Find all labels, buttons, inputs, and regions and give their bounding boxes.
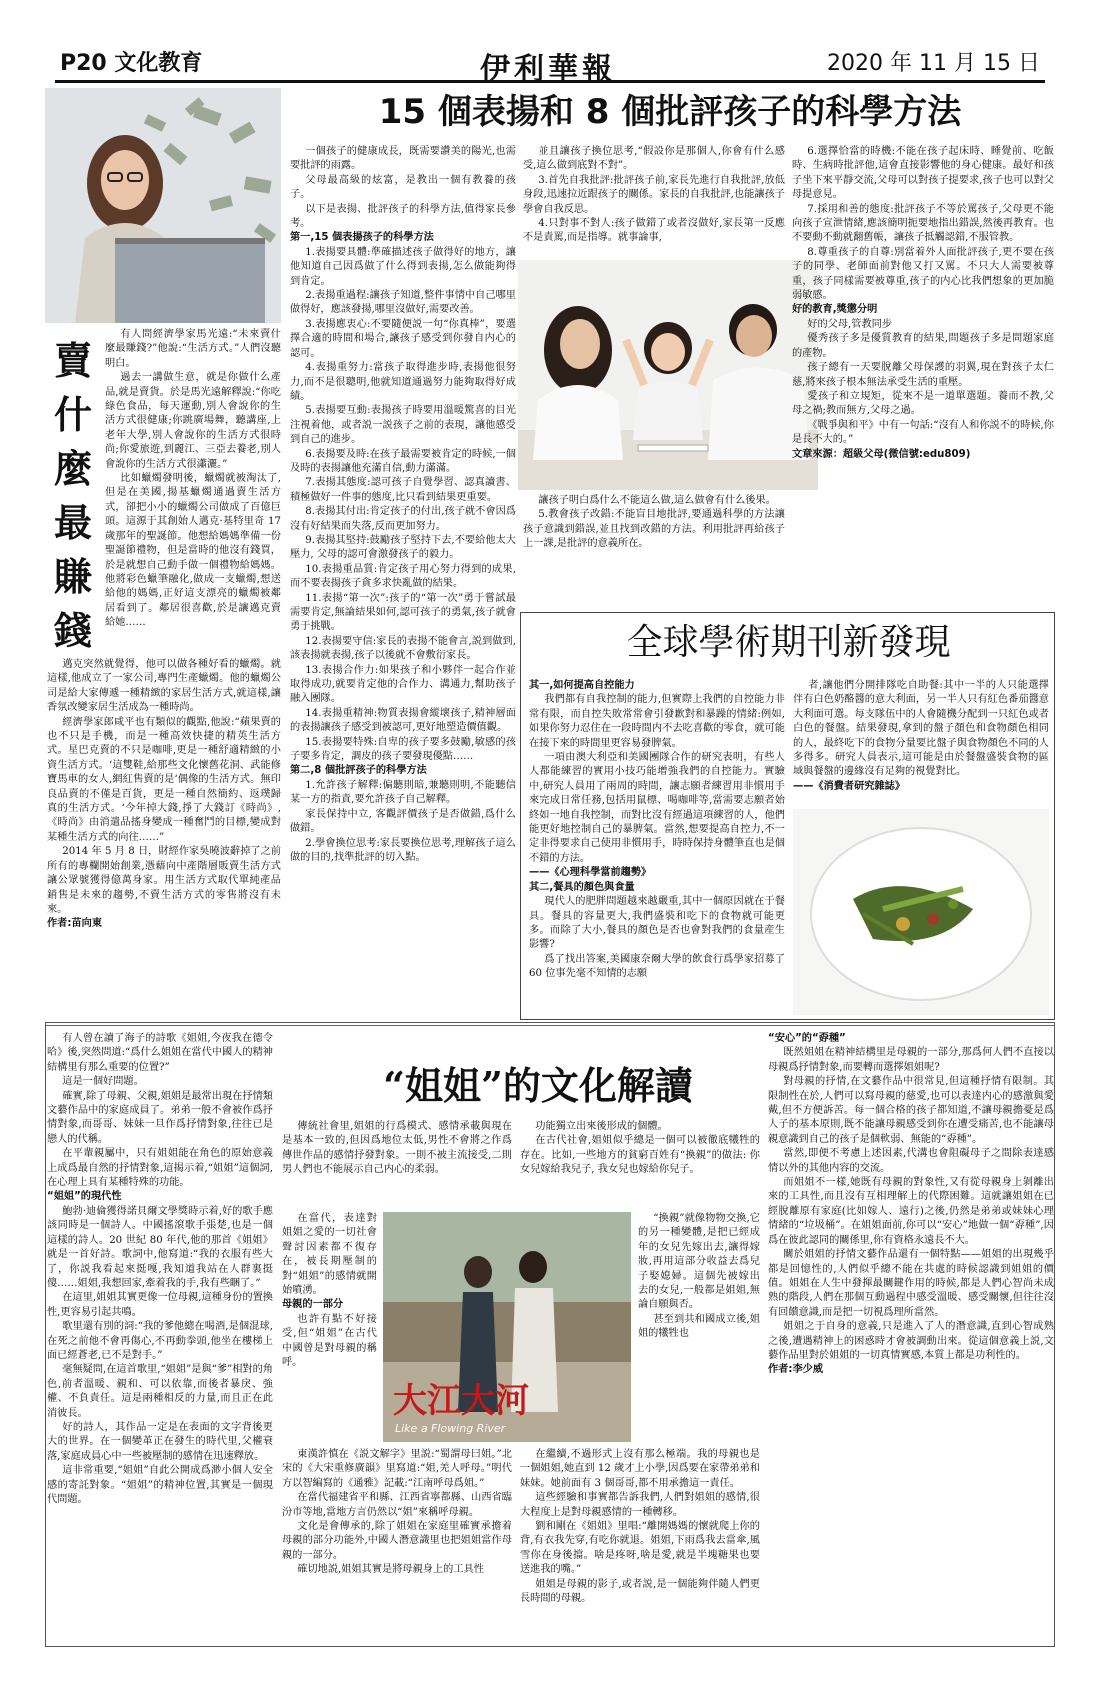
paragraph: 3.表揚應衷心:不要隨便説一句“你真棒”，要選擇合適的時間和場合,讓孩子感受到你發自内心的認可。 (290, 318, 516, 359)
source-credit: ——《心理科學當前趨勢》 (529, 867, 652, 879)
paragraph: 好的父母,管教同步 (807, 318, 893, 330)
article-body-col1 (105, 328, 281, 658)
paragraph: 5.教會孩子改錯:不能盲目地批評,要通過科學的方法讓孩子意識到錯誤,並且找到改錯的方法。利用批評再給孩子上一課,是批評的意義所在。 (523, 509, 785, 550)
paragraph: 1.表揚要具體:準確描述孩子做得好的地方，讓他知道自己因爲做了什么得到表揚,怎么做能夠得到肯定。 (290, 246, 516, 287)
paragraph: 5.表揚要互動:表揚孩子時要用溫暖驚喜的目光注視着他，或者説一説孩子之前的表現，讓他感受到自己的進步。 (290, 405, 516, 446)
section-heading: 其二,餐具的顏色與食量 (529, 881, 635, 893)
paragraph: 1.允許孩子解釋:偏聽則暗,兼聽則明,不能聽信某一方的指責,要允許孩子自己解釋。 (290, 779, 516, 806)
author-credit: 作者:苗向東 (47, 918, 103, 930)
issue-date: 2020 年 11 月 15 日 (827, 51, 1040, 76)
article-sell-lifestyle (45, 88, 281, 658)
paragraph: 這是一個好問題。 (62, 1076, 144, 1088)
paragraph: 14.表揚重精神:物質表揚會縱壞孩子,精神層面的表揚讓孩子感受到被認可,更好地塑造價值觀。 (290, 707, 516, 734)
paragraph: 8.表揚其付出:肯定孩子的付出,孩子就不會因爲沒有好結果而失落,反而更加努力。 (290, 506, 516, 532)
paragraph: 11.表揚“第一次”:孩子的“第一次”勇于嘗試最需要肯定,無論結果如何,認可孩子的勇氣,孩子就會勇于挑戰。 (290, 592, 516, 633)
paragraph: 毫無疑問,在這首歌里,“姐姐”是與“爹”相對的角色,前者溫暖、親和、可以依靠,而後者暴戾、強權、不負責任。這是兩種相反的力量,而且正在此消彼長。 (47, 1364, 273, 1419)
paragraph: 者,讓他們分開排隊吃自助餐:其中一半的人只能選擇伴有白色奶酪醬的意大利面，另一半人只有紅色番茄醬意大利面可選。每支隊伍中的人會隨機分配到一只紅色或者白色的餐盤。結果發現,拿到的盤子顏色和食物顏色相同的人，最終吃下的食物分量要比盤子與食物顏色不同的人多得多。研究人員表示,這可能是由於餐盤盛裝食物的區域與餐盤的邊緣沒有足夠的視覺對比。 (793, 680, 1049, 778)
poster-title-en: Like a Flowing River (395, 1422, 506, 1435)
source-credit: 作者:李少威 (768, 1364, 824, 1376)
paragraph: 過去一講做生意，就是你做什么產品,就是賣貨。於是馬光遠解釋說:“你吃綠色食品，每天運動,別人會說你的生活方式很健康;你跳廣場舞，聽講座,上老年大學,別人會說你的生活方式很時尚;你愛旅遊,到麗江、三亞去養老,別人會說你的生活方式很瀟灑。” (105, 372, 281, 470)
sister-article-col3-narrow (638, 1212, 760, 1447)
paragraph: 在這里,姐姐其實更像一位母親,這種身份的置換性,更容易引起共鳴。 (47, 1292, 273, 1318)
paragraph: 以下是表揚、批評孩子的科學方法,值得家長參考。 (290, 203, 516, 230)
paragraph: 2.學會換位思考:家長要換位思考,理解孩子這么做的目的,找準批評的切入點。 (290, 837, 516, 863)
paragraph: 愛孩子和立規矩，從來不是一道單選題。養而不教,父母之禍;教而無方,父母之過。 (792, 390, 1054, 417)
paragraph: 而姐姐不一樣,她既有母親的對象性,又有從母親身上剝離出來的工具性,而且沒有互相理解上的代際困難。這就讓姐姐在已經脫離原有家庭(比如嫁人、遠行)之後,仍然是弟弟或妹妹心理情緒的“垃圾桶”。在姐姐面前,你可以“安心”地做一個“孬種”,因爲在彼此認同的關係里,你有資格永遠長不大。 (768, 1177, 1054, 1246)
paragraph: 在當代福建省平和縣、江西省寧都縣、山西省臨汾市等地,當地方言仍然以“姐”來稱呼母親。 (282, 1492, 512, 1518)
newspaper-name: 伊利華報 (480, 52, 616, 87)
paragraph: 4.表揚重努力:當孩子取得進步時,表揚他很努力,而不是很聰明,他就知道通過努力能夠取得好成績。 (290, 362, 516, 402)
paragraph: 歌里還有別的詞:“我的爹他總在喝酒,是個混球,在死之前他不會再傷心,不再動拳頭,他坐在樓梯上面已經蒼老,已不是對手。” (47, 1321, 273, 1361)
journal-title: 全球學術期刊新發現 (626, 622, 951, 663)
family-homework-photo (518, 260, 818, 490)
paragraph: 2014 年 5 月 8 日，財經作家吳曉波辭掉了之前所有的專欄開始創業,憑藉向中產階層販賣生活方式讓公眾號獲得億萬身家。用生活方式取代單純產品銷售是未來的趨勢,不賣生活方式的零售將沒有未來。 (47, 846, 281, 915)
section-heading: 第一,15 個表揚孩子的科學方法 (290, 232, 434, 244)
section-divider (45, 1025, 1055, 1026)
article-title-vertical: 賣什麼最賺錢 (53, 339, 92, 653)
paragraph: 在平輩親屬中，只有姐姐能在角色的原始意義上成爲最自然的抒情對象,這揭示着,“姐姐”這個詞,在心理上具有某種特殊的功能。 (47, 1148, 273, 1189)
academic-journal-box (520, 612, 1055, 1020)
paragraph: 2.表揚重過程:讓孩子知道,整件事情中自己哪里做得好，應該發揚,哪里沒做好,需要改善。 (290, 290, 516, 316)
paragraph: 3.首先自我批評:批評孩子前,家長先進行自我批評,放低身段,迅速拉近跟孩子的關係。家長的自我批評,也能讓孩子學會自我反思。 (523, 174, 785, 215)
paragraph: 家長保持中立, 客觀評價孩子是否做錯,爲什么做錯。 (290, 808, 516, 835)
paragraph: 並且讓孩子換位思考,“假設你是那個人,你會有什么感受,這么做到底對不對”。 (523, 146, 785, 172)
paragraph: 當然,即便不考慮上述因素,代溝也會阻礙母子之間除表達感情以外的其他内容的交流。 (768, 1148, 1054, 1174)
page-header (0, 0, 1100, 87)
article-title-praise-criticize: 15 個表揚和 8 個批評孩子的科學方法 (378, 92, 962, 132)
paragraph: 現代人的肥胖問題越來越嚴重,其中一個原因就在于餐具。餐具的容量更大,我們盛裝和吃下的食物就可能更多。而除了大小,餐具的顏色是否也會對我們的食量産生影響? (529, 896, 785, 951)
section-heading: 好的教育,獎懲分明 (792, 304, 878, 316)
paragraph: 有人問經濟學家馬光遠:“未來賣什麼最賺錢?”他說:“生活方式。”人們沒聽明白。 (105, 329, 281, 369)
paragraph: 姐姐是母親的影子,或者説,是一個能夠伴隨人們更長時間的母親。 (520, 1578, 760, 1605)
paragraph: 有人曾在讀了海子的詩歌《姐姐,今夜我在德令哈》後,突然問道:“爲什么姐姐在當代中國人的精神結構里有那么重要的位置?” (47, 1033, 273, 1073)
paragraph: 一項由澳大利亞和美國團隊合作的研究表明，有些人人都能練習的實用小技巧能增強我們的自控能力。實驗中,研究人員用了兩周的時間，讓志願者練習用非慣用手來完成日常任務,包括用鼠標、喝咖啡等,當需要志願者始終如一地自我控制，而對比沒有經過這項練習的人，他們能更好地控制自己的暴脾氣。當然,想要提高自控力,不一定非得要求自己使用非慣用手，時時保持身體筆直也是個不錯的方法。 (529, 752, 785, 864)
paragraph: 在當代，表達對姐姐之愛的一切社會聲討因素都不復存在，被長期壓制的對“姐姐”的感情就開始噴湧。 (282, 1213, 377, 1297)
sister-article-col2-narrow (282, 1212, 377, 1447)
section-heading: “姐姐”的現代性 (47, 1191, 122, 1203)
paragraph: 關於姐姐的抒情文藝作品還有一個特點——姐姐的出現幾乎都是回憶性的,人們似乎總不能在共處的時候認識到姐姐的價值。姐姐在人生中發揮最關鍵作用的時候,都是人們心智尚未成熟的階段,人們在那個互動過程中感受溫暖、感受關懷,但往往沒有回饋意識,而是把一切視爲理所當然。 (768, 1249, 1054, 1318)
paragraph: 姐姐之于自身的意義,只是進入了人的潛意識,直到心智成熟之後,遭遇精神上的困惑時才會被調動出來。從這個意義上説,文藝作品里對於姐姐的一切真情實感,本質上都是功利性的。 (768, 1321, 1054, 1361)
paragraph: 確實,除了母親、父親,姐姐是最常出現在抒情類文藝作品中的家庭成員了。弟弟一般不會被作爲抒情對象,而哥哥、妹妹一旦作爲抒情對象,往往已是戀人的代稱。 (47, 1090, 273, 1145)
paragraph: 這非常重要,“姐姐”自此公開成爲渺小個人安全感的寄託對象。“姐姐”的精神位置,其實是一個現代問題。 (47, 1465, 273, 1505)
source-credit: 文章來源：超級父母(微信號:edu809) (792, 448, 971, 460)
paragraph: 12.表揚要守信:家長的表揚不能會言,説到做到,該表揚就表揚,孩子以後就不會敷衍家長。 (290, 635, 516, 662)
article-sell-lifestyle-body-col2 (47, 658, 281, 1016)
paragraph: 6.選擇恰當的時機:不能在孩子起床時、睡覺前、吃飯時、生病時批評他,這會直接影響他的身心健康。最好和孩子坐下來平靜交流,父母可以對孩子提要求,孩子也可以對父母提意見。 (792, 146, 1054, 201)
section-heading: 其一,如何提高自控能力 (529, 680, 635, 691)
paragraph: 在古代社會,姐姐似乎總是一個可以被徹底犧牲的存在。比如,一些地方的貧窮百姓有“換親”的做法: 你女兒嫁給我兒子, 我女兒也嫁給你兒子。 (520, 1135, 760, 1176)
paragraph: 邁克突然就覺得，他可以做各種好看的蠟燭。就這樣,他成立了一家公司,專門生產蠟燭。他的蠟燭公司是給大家傳遞一種精緻的家居生活方式,就這樣,讓香氛改變家居生活成為一種時尚。 (47, 659, 281, 714)
section-heading: “安心”的“孬種” (768, 1033, 846, 1044)
sister-article-col2-bottom (282, 1448, 512, 1642)
section-heading: 第二,8 個批評孩子的科學方法 (290, 765, 427, 777)
paragraph: 對母親的抒情,在文藝作品中很常見,但這種抒情有限制。其限制性在於,人們可以寫母親的慈愛,也可以表達内心的感激與愛戴,但不方便訴苦。每一個合格的孩子都知道,不讓母親擔憂是爲人子的基本原則,既不能讓母親感受到你在遭受痛苦,也不能讓母親意識到自己的孩子是個軟弱、無能的“孬種”。 (768, 1076, 1054, 1145)
sister-article-col3-top (520, 1120, 760, 1210)
paragraph: 在繼續,不過形式上沒有那么極端。我的母親也是一個姐姐,她直到 12 歲才上小學,因爲要在家帶弟弟和妹妹。她前面有 3 個哥哥,都不用承擔這一責任。 (520, 1449, 760, 1489)
paragraph: 4.只對事不對人:孩子做錯了或者沒做好,家長第一反應不是責罵,而是指導。就事論事, (523, 218, 785, 244)
paragraph: 也許有點不好接受,但“姐姐”在古代中國曾是對母親的稱呼。 (282, 1313, 377, 1369)
paragraph: 甚至到共和國成立後,姐姐的犧牲也 (638, 1313, 760, 1340)
sister-article-col1 (47, 1032, 273, 1642)
plated-food-photo (793, 809, 1049, 1015)
section-heading: 母親的一部分 (282, 1299, 344, 1311)
source-credit: ——《消費者研究雜誌》 (793, 780, 906, 792)
poster-title-cn: 大江大河 (393, 1381, 529, 1421)
paragraph: 10.表揚重品質:肯定孩子用心努力得到的成果, 而不要表揚孩子貪多求快亂做的結果。 (290, 563, 516, 590)
sister-article-col2-top (282, 1120, 512, 1210)
paragraph: 15.表揚要特殊:自卑的孩子要多鼓勵,敏感的孩子要多肯定，調皮的孩子要發現優點…… (290, 736, 516, 763)
praise-article-col1 (290, 145, 516, 1015)
paragraph: “換親”就像物物交換,它的另一種變體,是把已經成年的女兒先嫁出去,讓得嫁妝,再用這部分收益去爲兒子娶媳婦。這個先被嫁出去的女兒,一般都是姐姐,無論自願與否。 (638, 1213, 760, 1311)
paragraph: 6.表揚要及時:在孩子最需要被肯定的時候,一個及時的表揚讓他充滿自信,動力滿滿。 (290, 448, 516, 474)
journal-col2 (793, 679, 1049, 804)
journal-col1 (529, 679, 785, 1015)
paragraph: 我們都有自我控制的能力,但實際上我們的自控能力非常有限，而自控失敗常常會引發歉對和暴躁的情緒:例如,如果你努力忍住在一段時間内不去吃喜歡的零食，就可能在接下來的時間里更容易發脾氣。 (529, 694, 785, 749)
drama-poster-photo (383, 1212, 631, 1442)
sister-article-col4 (768, 1032, 1054, 1642)
paragraph: 爲了找出答案,美國康奈爾大學的飲食行爲學家招募了 60 位事先毫不知情的志願 (529, 953, 785, 980)
paragraph: 9.表揚其堅持:鼓勵孩子堅持下去,不要給他太大壓力, 父母的認可會激發孩子的毅力。 (290, 534, 516, 561)
paragraph: 這些經驗和事實都告訴我們,人們對姐姐的感情,很大程度上是對母親感情的一種轉移。 (520, 1492, 760, 1518)
paragraph: 文化是會傳承的,除了姐姐在家庭里確實承擔着母親的部分功能外,中國人潛意識里也把姐姐當作母親的一部分。 (282, 1521, 512, 1561)
paragraph: 13.表揚合作力:如果孩子和小夥伴一起合作並取得成功,就要肯定他的合作力、溝通力,幫助孩子融入團隊。 (290, 664, 516, 705)
paragraph: 7.採用和善的態度:批評孩子不等於罵孩子,父母更不能向孩子宣泄情緒,應該簡明扼要地指出錯誤,然後再教育。也不要動不動就翻舊帳，讓孩子抵觸認錯,不服管教。 (792, 203, 1054, 244)
paragraph: 優秀孩子多是優質教育的結果,問題孩子多是問題家庭的產物。 (792, 333, 1054, 359)
header-rule (55, 80, 1045, 83)
paragraph: 孩子總有一天要脫離父母保護的羽翼,現在對孩子太仁慈,將來孩子根本無法承受生活的重壓。 (792, 362, 1054, 388)
paragraph: 傳統社會里,姐姐的行爲模式、感情承載與現在是基本一致的,但因爲地位太低,男性不會將之作爲傳世作品的感情抒發對象。一則不被主流接受,二則男人們也不能展示自己内心的柔弱。 (282, 1121, 512, 1176)
sister-article-col3-bottom (520, 1448, 760, 1642)
paragraph: 既然姐姐在精神結構里是母親的一部分,那爲何人們不直接以母親爲抒情對象,而要轉而選擇姐姐呢? (768, 1047, 1054, 1073)
paragraph: 讓孩子明白爲什么不能這么做,這么做會有什么後果。 (538, 495, 776, 506)
paragraph: 8.尊重孩子的自尊:別當着外人面批評孩子,更不要在孩子的同學、老師面前對他又打又罵。不只大人需要被尊重，孩子同樣需要被尊重,孩子的内心比我們想象的更加脆弱敏感。 (792, 246, 1054, 302)
paragraph: 鮑勃·迪倫獲得諾貝爾文學獎時示着,好的歌手應該同時是一個詩人。中國搖滾歌手張楚,也是一個這樣的詩人。20 世紀 80 年代,他的那首《姐姐》就是一首好詩。歌詞中,他寫道:“我的衣服有些大了，你説我看起來挺嘎,我知道我站在人群裏挺傻……姐姐,我想回家,牽着我的手,我有些睏了。” (47, 1205, 273, 1289)
paragraph: 比如蠟燭發明後，蠟燭就被淘汰了,但是在美國,揚基蠟燭通過賣生活方式，卻把小小的蠟燭公司做成了百億巨頭。這源于其創始人邁克·基特里奇 17 歲那年的聖誕節。他想給媽媽準備一份聖誕節禮物，但是當時的他沒有錢買，於是就想自己動手做一個禮物給媽媽。他將彩色蠟筆融化,做成一支蠟燭,想送給他的媽媽,正好這支漂亮的蠟燭被鄰居看到了。鄰居很喜歡,於是讓邁克賣給她…… (105, 473, 281, 629)
paragraph: 一個孩子的健康成長，既需要讚美的陽光,也需要批評的雨露。 (290, 146, 516, 172)
paragraph: 劉和剛在《姐姐》里唱:“離開媽媽的懷就爬上你的背,有衣我先穿,有吃你就退。姐姐,下雨爲我去當傘,風雪你在身後擋。啥是疼呀,啥是愛,就是半塊糖果也要送進我的嘴。” (520, 1521, 760, 1576)
money-laptop-photo (45, 88, 281, 323)
paragraph: 父母最高級的炫富，是教出一個有教養的孩子。 (290, 174, 516, 201)
praise-article-col2-top (523, 145, 785, 253)
praise-article-col3 (792, 145, 1054, 590)
paragraph: 《戰爭與和平》中有一句話:“沒有人和你説不的時候,你是長不大的。” (792, 419, 1054, 446)
paragraph: 東漢許慎在《説文解字》里説:“蜀謂母曰姐。”北宋的《大宋重修廣韻》里寫道:“姐,羌人呼母。”明代方以智編寫的《通雅》記載:“江南呼母爲姐。” (282, 1449, 512, 1489)
paragraph: 經濟學家郎咸平也有類似的觀點,他說:“蘋果賣的也不只是手機，而是一種高效快捷的精英生活方式。星巴克賣的不只是咖啡,更是一種舒適精緻的小資生活方式。‘這雙鞋,給那些文化懷舊花洞、武能修寶馬車的女人,網紅售賣的是‘偶像的生活方式。無印良品賣的不僅是百貨，更是一種自然簡約、返璞歸真的生活方式。‘今年掉大錢,掙了大錢訂《時尚》,《時尚》由消遣品搖身變成一種奮鬥的目標,變成對某種生活方式的向往……” (47, 716, 281, 843)
paragraph: 7.表揚其態度:認可孩子自覺學習、認真讀書、積極做好一件事的態度,比只看到結果更重要。 (290, 477, 516, 503)
sister-article-title: “姐姐”的文化解讀 (383, 1063, 693, 1108)
page-section-label: P20 文化教育 (60, 51, 203, 76)
praise-article-col2-bottom (523, 494, 785, 614)
paragraph: 確切地説,姐姐其實是將母親身上的工具性 (297, 1564, 484, 1576)
paragraph: 好的詩人，其作品一定是在表面的文字背後更大的世界。在一個變革正在發生的時代里,父權衰落,家庭成員心中一些被壓制的感情在迅速釋放。 (47, 1421, 273, 1462)
paragraph: 功能獨立出來後形成的個體。 (535, 1121, 668, 1132)
